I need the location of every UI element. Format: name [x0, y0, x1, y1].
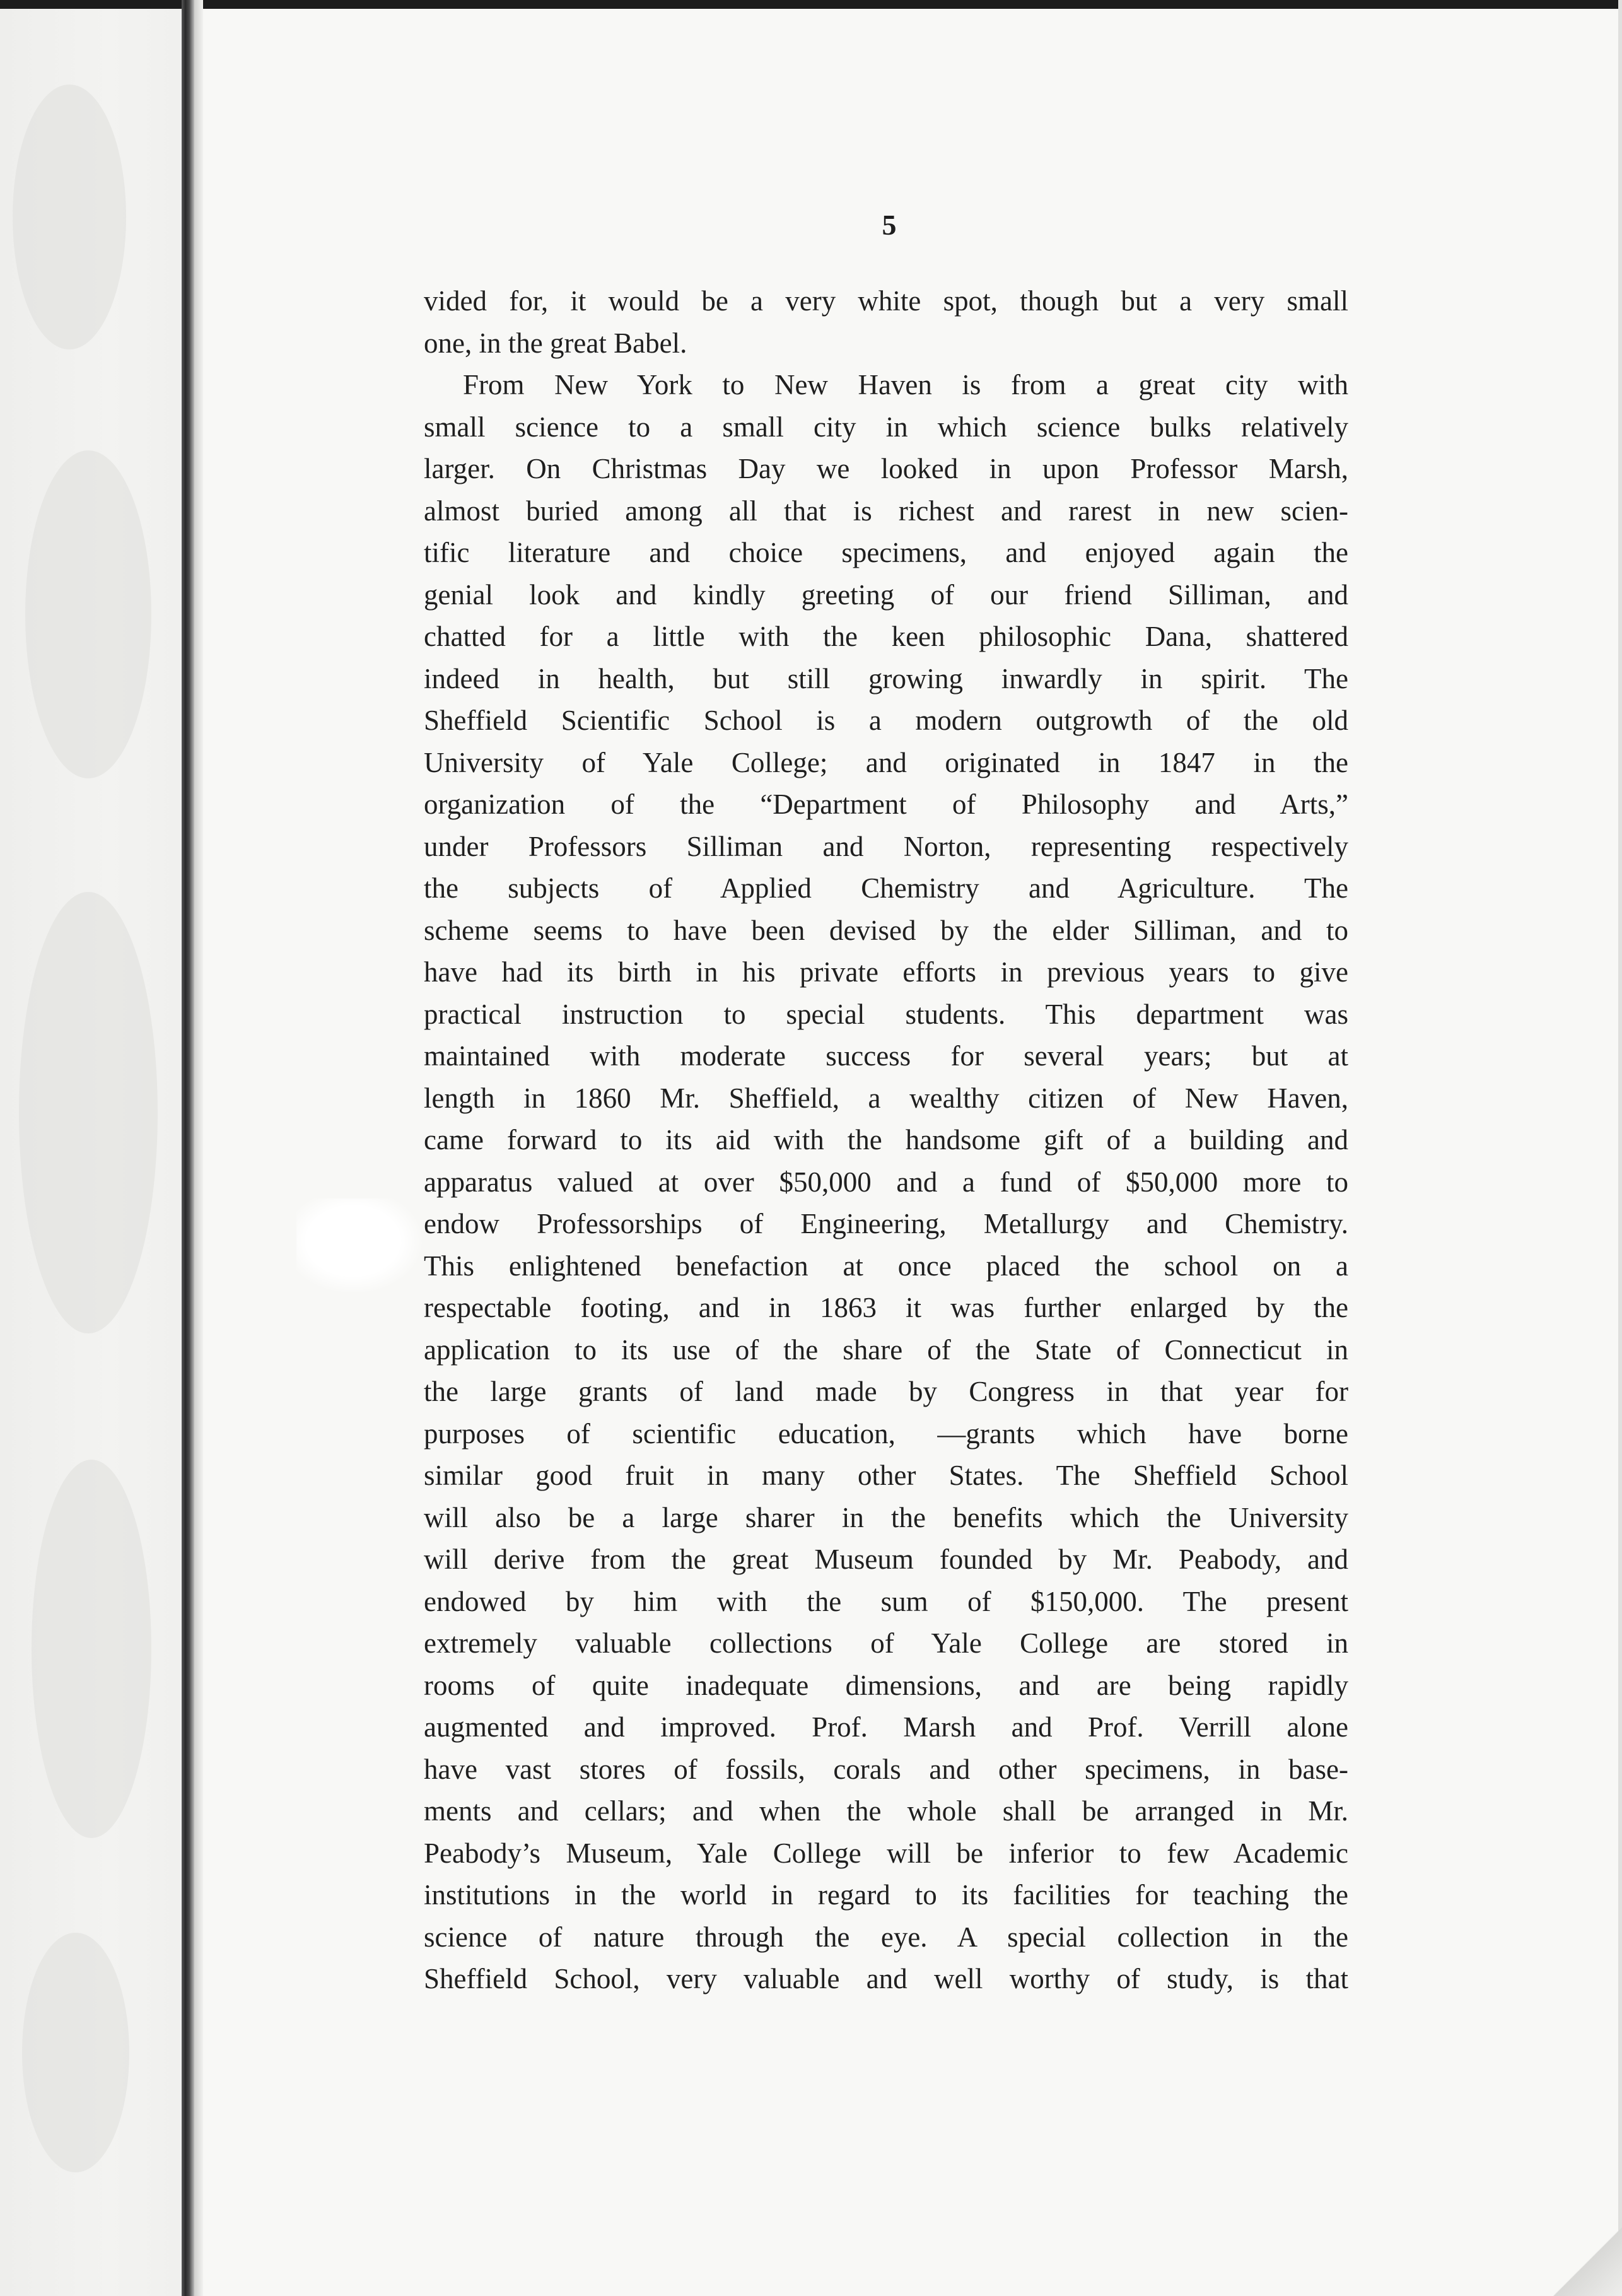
- text-line: genial look and kindly greeting of our friend Silliman, and: [424, 578, 1348, 611]
- text-line: tific literature and choice specimens, and enjoyed again the: [424, 537, 1348, 568]
- text-line: endow Professorships of Engineering, Metallurgy and Chemistry.: [424, 1208, 1348, 1239]
- text-line: practical instruction to special students. This department was: [424, 998, 1348, 1030]
- text-line: ments and cellars; and when the whole shall be arranged in Mr.: [424, 1795, 1348, 1827]
- text-line: augmented and improved. Prof. Marsh and Prof. Verrill alone: [424, 1711, 1348, 1743]
- body-text: [424, 280, 1348, 2000]
- text-line: the subjects of Applied Chemistry and Agriculture. The: [424, 872, 1348, 904]
- text-line: endowed by him with the sum of $150,000. The present: [424, 1585, 1348, 1617]
- text-line: almost buried among all that is richest and rarest in new scien-: [424, 495, 1348, 527]
- page-number: 5: [882, 209, 897, 241]
- text-line: maintained with moderate success for several years; but at: [424, 1040, 1348, 1072]
- gutter-shadow: [194, 0, 203, 2296]
- text-line: small science to a small city in which science bulks relatively: [424, 411, 1348, 443]
- text-line: have had its birth in his private efforts in previous years to give: [424, 956, 1348, 988]
- text-line: will derive from the great Museum founded by Mr. Peabody, and: [424, 1543, 1348, 1575]
- bleed-through-mark: [22, 1933, 129, 2172]
- facing-page-strip: [0, 9, 182, 2296]
- text-line: have vast stores of fossils, corals and other specimens, in base-: [424, 1753, 1348, 1785]
- text-line: under Professors Silliman and Norton, representing respectively: [424, 830, 1348, 862]
- text-line: Peabody’s Museum, Yale College will be inferior to few Academic: [424, 1837, 1348, 1869]
- binding-gutter: [182, 0, 194, 2296]
- page-corner-curl: [1553, 2227, 1622, 2296]
- text-line: institutions in the world in regard to its facilities for teaching the: [424, 1879, 1348, 1911]
- bleed-through-mark: [25, 450, 151, 778]
- text-line: rooms of quite inadequate dimensions, and are being rapidly: [424, 1669, 1348, 1701]
- text-line: the large grants of land made by Congress in that year for: [424, 1376, 1348, 1407]
- text-line: Sheffield Scientific School is a modern outgrowth of the old: [424, 705, 1348, 736]
- text-line: vided for, it would be a very white spot, though but a very small: [424, 285, 1348, 317]
- text-line: came forward to its aid with the handsome gift of a building and: [424, 1124, 1348, 1156]
- text-line: This enlightened benefaction at once placed the school on a: [424, 1250, 1348, 1282]
- text-line: application to its use of the share of the State of Connecticut in: [424, 1333, 1348, 1366]
- text-line: extremely valuable collections of Yale College are stored in: [424, 1627, 1348, 1659]
- text-line: From New York to New Haven is from a great city with: [463, 369, 1348, 401]
- text-line: Sheffield School, very valuable and well worthy of study, is that: [424, 1963, 1348, 1994]
- text-line: larger. On Christmas Day we looked in upon Professor Marsh,: [424, 453, 1348, 484]
- paper-flaw: [296, 1198, 423, 1293]
- text-line: length in 1860 Mr. Sheffield, a wealthy citizen of New Haven,: [424, 1082, 1348, 1114]
- text-line: indeed in health, but still growing inwardly in spirit. The: [424, 662, 1348, 694]
- text-line: similar good fruit in many other States. The Sheffield School: [424, 1460, 1348, 1491]
- bleed-through-mark: [13, 85, 126, 349]
- scan-top-edge: [0, 0, 1622, 9]
- bleed-through-mark: [19, 892, 158, 1333]
- text-line: science of nature through the eye. A special collection in the: [424, 1921, 1348, 1953]
- text-line: organization of the “Department of Philosophy and Arts,”: [424, 788, 1348, 820]
- text-line: respectable footing, and in 1863 it was further enlarged by the: [424, 1292, 1348, 1323]
- text-line: will also be a large sharer in the benefits which the University: [424, 1501, 1348, 1533]
- text-line: purposes of scientific education, —grants which have borne: [424, 1417, 1348, 1450]
- text-line: scheme seems to have been devised by the elder Silliman, and to: [424, 914, 1348, 946]
- text-line: University of Yale College; and originated in 1847 in the: [424, 746, 1348, 778]
- text-line: one, in the great Babel.: [424, 327, 687, 359]
- text-line: apparatus valued at over $50,000 and a fund of $50,000 more to: [424, 1166, 1348, 1198]
- bleed-through-mark: [32, 1460, 151, 1838]
- page-right-edge: [1618, 0, 1622, 2296]
- text-line: chatted for a little with the keen philosophic Dana, shattered: [424, 621, 1348, 652]
